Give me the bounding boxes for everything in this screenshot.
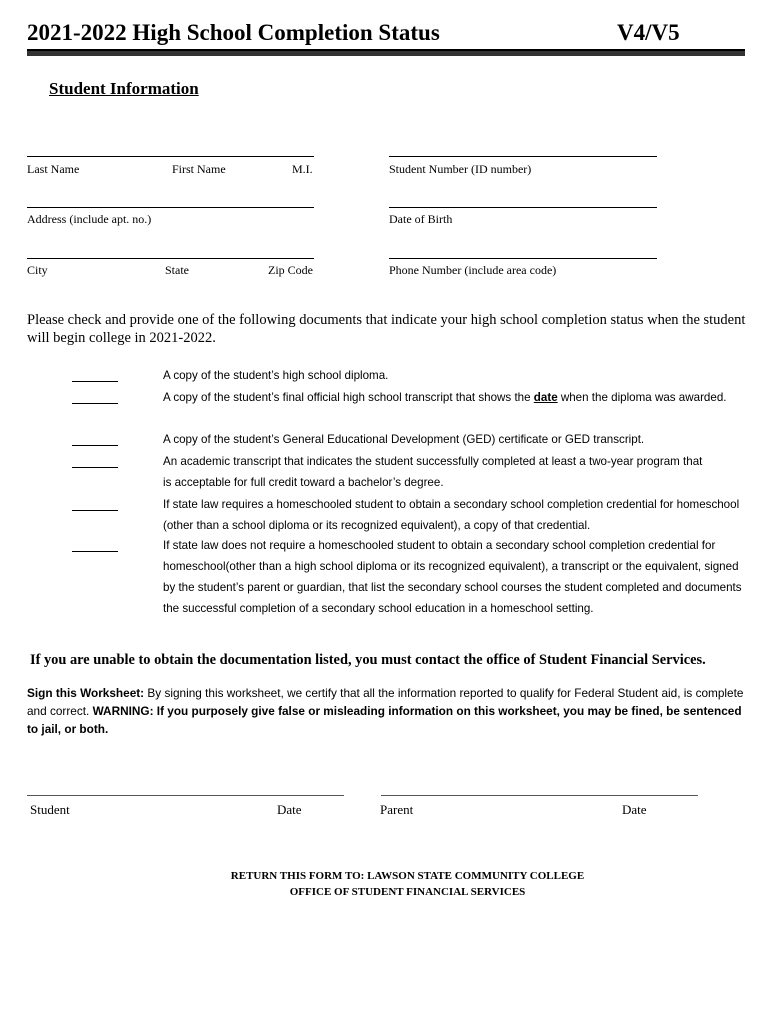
dob-field-line[interactable] — [389, 207, 657, 208]
option-text-transcript-emph: date — [533, 391, 558, 404]
return-address-line2: OFFICE OF STUDENT FINANCIAL SERVICES — [289, 886, 526, 898]
option-text-academic: An academic transcript that indicates the student successfully completed at least a two-year program that is acceptable for full credit toward a bachelor’s degree. — [163, 455, 703, 489]
option-text-homeschool-transcript: If state law does not require a homeschooled student to obtain a secondary school completion credential for homeschool(other than a high school diploma or its recognized equivalent), a transcript or the equivalent, signed by the student’s parent or guardian, that list the secondary school courses the student completed and documents the successful completion of a secondary school education in a homeschool setting. — [163, 539, 742, 615]
certification-text — [27, 684, 747, 738]
first-name-label: First Name — [172, 162, 226, 176]
student-date-label: Date — [277, 802, 302, 817]
option-text-diploma: A copy of the student’s high school diploma. — [163, 369, 389, 382]
parent-date-label: Date — [622, 802, 647, 817]
zip-label: Zip Code — [268, 263, 313, 277]
parent-signature-label: Parent — [380, 802, 414, 817]
last-name-label: Last Name — [27, 162, 80, 176]
option-check-homeschool-transcript[interactable] — [72, 551, 118, 552]
city-state-zip-field-line[interactable] — [27, 258, 314, 259]
phone-label: Phone Number (include area code) — [389, 263, 557, 277]
page-title: 2021-2022 High School Completion Status — [27, 20, 440, 45]
option-text-transcript-post: when the diploma was awarded. — [557, 391, 727, 404]
phone-field-line[interactable] — [389, 258, 657, 259]
address-label: Address (include apt. no.) — [27, 212, 152, 226]
student-number-label: Student Number (ID number) — [389, 162, 532, 176]
student-info-heading: Student Information — [49, 79, 199, 98]
mi-label: M.I. — [292, 162, 313, 176]
option-check-ged[interactable] — [72, 445, 118, 446]
option-check-diploma[interactable] — [72, 381, 118, 382]
state-label: State — [165, 263, 189, 277]
option-text-ged: A copy of the student’s General Educational Development (GED) certificate or GED transcript. — [163, 433, 645, 446]
address-field-line[interactable] — [27, 207, 314, 208]
option-text-transcript-pre: A copy of the student’s final official high school transcript that shows the — [163, 391, 534, 404]
return-address-line1: RETURN THIS FORM TO: LAWSON STATE COMMUNITY COLLEGE — [230, 870, 585, 882]
city-label: City — [27, 263, 48, 277]
student-number-field-line[interactable] — [389, 156, 657, 157]
instructions-text: Please check and provide one of the following documents that indicate your high school completion status when the student will begin college in 2021-2022. — [27, 312, 746, 346]
student-signature-line[interactable] — [27, 795, 344, 796]
name-field-line[interactable] — [27, 156, 314, 157]
option-text-transcript — [163, 387, 753, 408]
certification-warning: WARNING: If you purposely give false or misleading information on this worksheet, you may be fined, be sentenced to jail, or both. — [27, 704, 742, 736]
contact-notice: If you are unable to obtain the documentation listed, you must contact the office of Student Financial Services. — [30, 652, 706, 668]
certification-lead: Sign this Worksheet: — [27, 686, 145, 700]
dob-label: Date of Birth — [389, 212, 453, 226]
form-version: V4/V5 — [617, 20, 680, 45]
option-check-academic[interactable] — [72, 467, 118, 468]
certification-body: By signing this worksheet, we certify that all the information reported to qualify for Federal Student aid, is complete and correct. — [27, 686, 744, 718]
option-check-homeschool-credential[interactable] — [72, 510, 118, 511]
option-check-transcript[interactable] — [72, 403, 118, 404]
header-rule-thick — [27, 51, 745, 56]
student-signature-label: Student — [30, 802, 70, 817]
parent-signature-line[interactable] — [381, 795, 698, 796]
option-text-homeschool-credential: If state law requires a homeschooled student to obtain a secondary school completion credential for homeschool (other than a school diploma or its recognized equivalent), a copy of that credential. — [163, 498, 740, 532]
